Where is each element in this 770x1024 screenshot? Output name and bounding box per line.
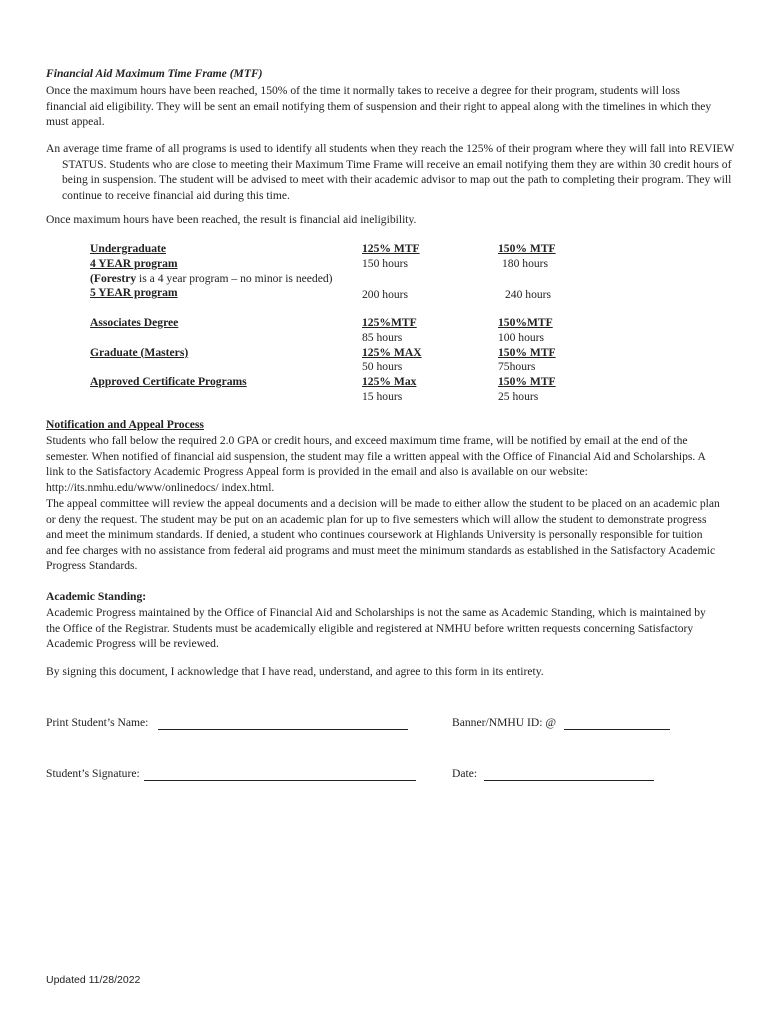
four-year-label: 4 YEAR program (90, 256, 178, 270)
notification-paragraph-1: Students who fall below the required 2.0 GPA or credit hours, and exceed maximum time frame, will be notified by email at the end of the semester. When notified of financial aid suspension, the student may file a written appeal with the Office of Financial Aid and Scholarships. A link to the Satisfactory Academic Progress Appeal form is provided in the email and also is available on our website: http://its.nmhu.edu/www/onlinedocs/ index.html. (46, 434, 706, 494)
grad-125-header: 125% MAX (362, 345, 422, 359)
grad-150-header: 150% MTF (498, 345, 556, 359)
graduate-label: Graduate (Masters) (90, 345, 189, 359)
assoc-125-value: 85 hours (362, 330, 403, 344)
four-year-125: 150 hours (362, 256, 409, 270)
cert-150-value: 25 hours (498, 389, 539, 403)
col-150-header: 150% MTF (498, 242, 556, 255)
date-field[interactable] (484, 780, 654, 781)
grad-150-value: 75hours (498, 360, 536, 374)
academic-standing-heading: Academic Standing: (46, 590, 147, 603)
academic-standing-paragraph: Academic Progress maintained by the Office of Financial Aid and Scholarships is not the same as Academic Standing, which is maintained by the Office of the Registrar. Students must be academically eligible and registered at NMHU before written requests concerning Satisfactory Academic Progress will be reviewed. (46, 606, 706, 651)
certificate-label: Approved Certificate Programs (90, 375, 247, 389)
mtf-125-column (362, 242, 422, 405)
mtf-150-column (498, 242, 556, 405)
undergraduate-label: Undergraduate (90, 242, 166, 255)
signature-field[interactable] (144, 780, 416, 781)
grad-125-value: 50 hours (362, 360, 403, 374)
date-label: Date: (452, 767, 478, 780)
five-year-150: 240 hours (505, 288, 552, 302)
acknowledgement-text: By signing this document, I acknowledge that I have read, understand, and agree to this form in its entirety. (46, 665, 544, 678)
cert-125-value: 15 hours (362, 389, 403, 403)
banner-id-label: Banner/NMHU ID: @ (452, 716, 557, 729)
notification-paragraph-2: The appeal committee will review the appeal documents and a decision will be made to either allow the student to be placed on an academic plan or deny the request. The student may be put on an academic plan for up to five semesters which will allow the student to demonstrate progress and meet the minimum standards. If denied, a student who continues coursework at Highlands University is personally responsible for tuition and fee charges with no assistance from federal aid programs and must meet the minimum standards as established in the Satisfactory Academic Progress Standards. (46, 497, 720, 573)
five-year-125: 200 hours (362, 288, 409, 302)
banner-id-field[interactable] (564, 729, 670, 730)
updated-date: Updated 11/28/2022 (46, 974, 141, 986)
assoc-150-header: 150%MTF (498, 315, 553, 329)
student-name-field[interactable] (158, 729, 408, 730)
mtf-paragraph-2: An average time frame of all programs is used to identify all students when they reach the 125% of their program where they will fall into REVIEW STATUS. Students who are close to meeting their Maximum Time Frame will receive an email notifying them they are within 30 credit hours of being in suspension. The student will be advised to meet with their academic advisor to map out the path to completing their program. They will continue to receive financial aid during this time. (46, 142, 735, 202)
mtf-title: Financial Aid Maximum Time Frame (MTF) (46, 67, 263, 80)
student-name-label: Print Student’s Name: (46, 716, 149, 729)
assoc-150-value: 100 hours (498, 330, 545, 344)
col-125-header: 125% MTF (362, 242, 420, 255)
assoc-125-header: 125%MTF (362, 315, 417, 329)
associates-label: Associates Degree (90, 315, 179, 329)
mtf-paragraph-1: Once the maximum hours have been reached, 150% of the time it normally takes to receive a degree for their program, students will loss financial aid eligibility. They will be sent an email notifying them of suspension and their right to appeal along with the timelines in which they must appeal. (46, 84, 712, 129)
cert-150-header: 150% MTF (498, 375, 556, 389)
mtf-paragraph-3: Once maximum hours have been reached, the result is financial aid ineligibility. (46, 213, 417, 226)
signature-label: Student’s Signature: (46, 767, 140, 780)
program-column (90, 242, 333, 390)
notification-heading: Notification and Appeal Process (46, 418, 204, 431)
four-year-150: 180 hours (502, 256, 549, 270)
five-year-label: 5 YEAR program (90, 286, 178, 300)
cert-125-header: 125% Max (362, 375, 417, 389)
forestry-note: (Forestry is a 4 year program – no minor is needed) (90, 271, 333, 285)
